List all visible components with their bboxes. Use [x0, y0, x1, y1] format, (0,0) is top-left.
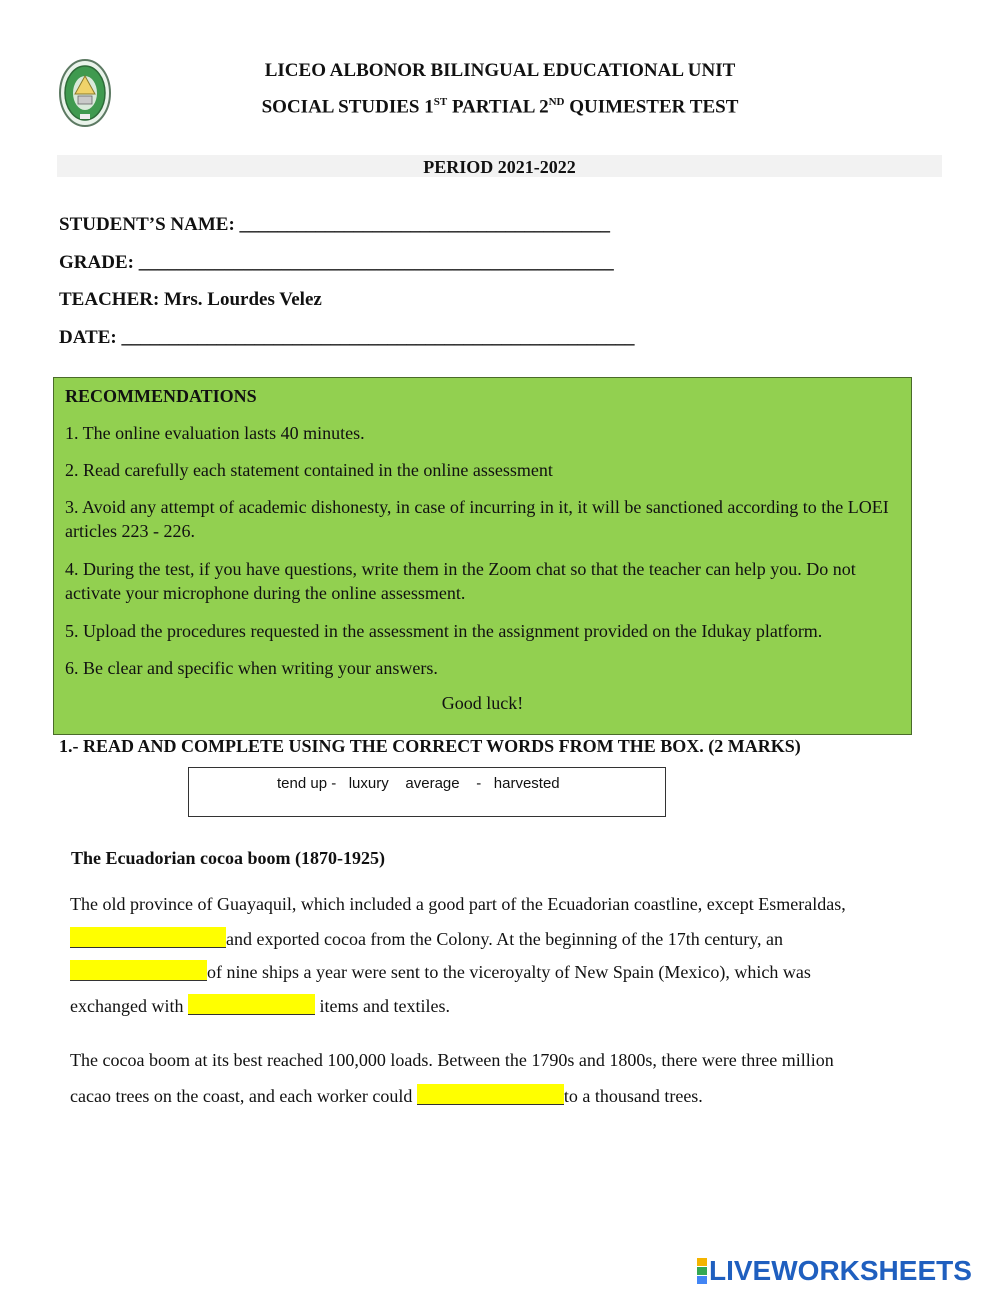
blank-1-input[interactable]	[70, 927, 226, 948]
student-name-field: STUDENT’S NAME: _______________________________________	[59, 214, 611, 235]
paragraph-1-line-2: and exported cocoa from the Colony. At the beginning of the 17th century, an	[70, 927, 783, 950]
word-box-words: tend up - luxury average - harvested	[277, 775, 560, 792]
liveworksheets-icon	[697, 1258, 707, 1284]
paragraph-2-line-1: The cocoa boom at its best reached 100,000 loads. Between the 1790s and 1800s, there were three million	[70, 1050, 834, 1070]
grade-field: GRADE: __________________________________________________	[59, 252, 614, 273]
paragraph-1-line-1: The old province of Guayaquil, which included a good part of the Ecuadorian coastline, except Esmeraldas,	[70, 894, 846, 914]
good-luck-text: Good luck!	[441, 693, 524, 713]
reading-subtitle: The Ecuadorian cocoa boom (1870-1925)	[71, 848, 385, 868]
recommendations-title: RECOMMENDATIONS	[65, 386, 257, 406]
school-name: LICEO ALBONOR BILINGUAL EDUCATIONAL UNIT	[264, 60, 736, 81]
recommendation-item: 4. During the test, if you have questions, write them in the Zoom chat so that the teacher can help you. Do not activate your microphone during the online assessment.	[65, 559, 856, 603]
liveworksheets-logo	[697, 1254, 972, 1288]
recommendation-item: 6. Be clear and specific when writing your answers.	[65, 658, 438, 678]
question-1-instruction: 1.- READ AND COMPLETE USING THE CORRECT WORDS FROM THE BOX. (2 MARKS)	[59, 736, 801, 756]
blank-4-input[interactable]	[417, 1084, 564, 1105]
recommendation-item: 1. The online evaluation lasts 40 minutes.	[65, 423, 365, 443]
liveworksheets-wordmark: LIVEWORKSHEETS	[709, 1255, 972, 1286]
paragraph-2-line-2: cacao trees on the coast, and each worker could to a thousand trees.	[70, 1086, 703, 1106]
teacher-field: TEACHER: Mrs. Lourdes Velez	[59, 289, 322, 310]
blank-3-input[interactable]	[188, 994, 315, 1015]
date-field: DATE: ______________________________________________________	[59, 327, 635, 348]
recommendation-item: 3. Avoid any attempt of academic dishonesty, in case of incurring in it, it will be sanctioned according to the LOEI articles 223 - 226.	[65, 497, 889, 541]
recommendation-item: 5. Upload the procedures requested in the assessment in the assignment provided on the Idukay platform.	[65, 621, 823, 641]
paragraph-1-line-3: of nine ships a year were sent to the viceroyalty of New Spain (Mexico), which was	[70, 960, 811, 983]
blank-2-input[interactable]	[70, 960, 207, 981]
paragraph-1-line-4: exchanged with items and textiles.	[70, 996, 450, 1016]
recommendation-item: 2. Read carefully each statement contained in the online assessment	[65, 460, 553, 480]
period-label: PERIOD 2021-2022	[423, 157, 576, 177]
test-title: SOCIAL STUDIES 1ST PARTIAL 2ND QUIMESTER TEST	[261, 96, 739, 118]
